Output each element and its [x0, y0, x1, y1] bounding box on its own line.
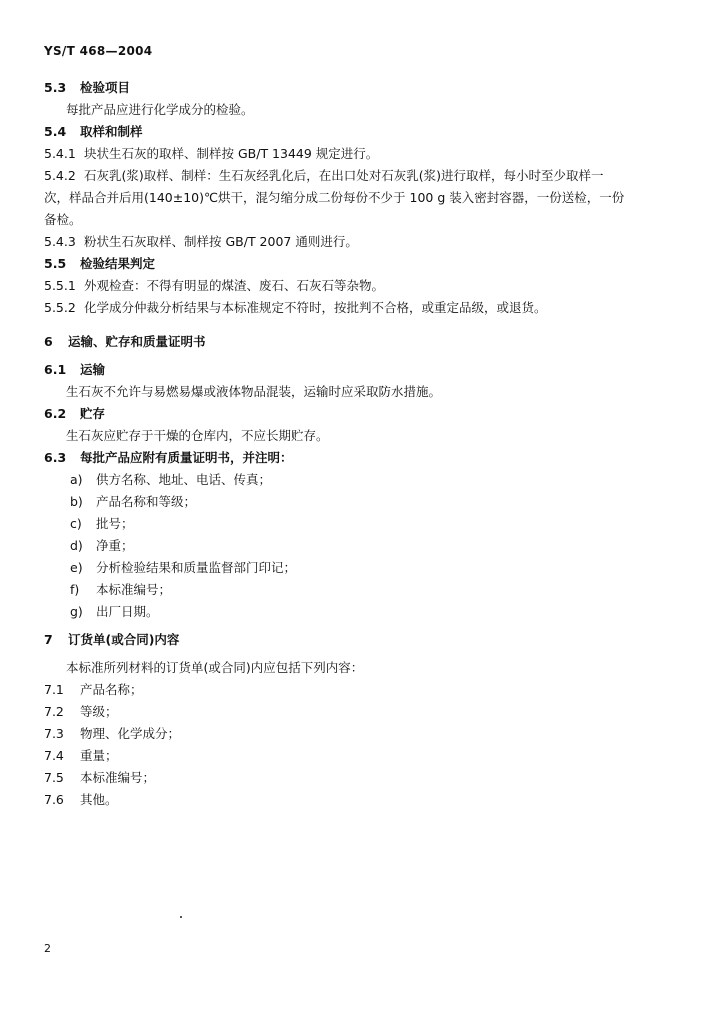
section-title: 检验项目: [80, 80, 131, 95]
list-item: [44, 748, 118, 764]
section-number: 5.4: [44, 124, 67, 139]
page-number: 2: [44, 942, 51, 955]
clause-5-5-1: [44, 278, 384, 294]
clause-5-5-2: [44, 300, 547, 316]
list-text: 本标准编号；: [96, 582, 172, 597]
section-title: 运输: [80, 362, 106, 377]
chapter-title: 订货单(或合同)内容: [68, 632, 180, 647]
list-text: 供方名称、地址、电话、传真；: [96, 472, 272, 487]
section-5-4-heading: [44, 124, 143, 140]
list-text: 净重；: [96, 538, 134, 553]
list-item: [70, 472, 271, 488]
list-item: [70, 604, 159, 620]
chapter-title: 运输、贮存和质量证明书: [68, 334, 206, 349]
list-item: [44, 770, 155, 786]
list-marker: e): [70, 560, 83, 575]
item-number: 7.2: [44, 704, 64, 719]
list-text: 批号；: [96, 516, 134, 531]
item-number: 7.4: [44, 748, 64, 763]
section-5-3-body: 每批产品应进行化学成分的检验。: [66, 102, 254, 117]
clause-text: 外观检查：不得有明显的煤渣、废石、石灰石等杂物。: [84, 278, 385, 293]
section-number: 6.2: [44, 406, 67, 421]
clause-number: 5.5.1: [44, 278, 76, 293]
chapter-6-heading: [44, 334, 206, 350]
clause-5-4-1: [44, 146, 378, 162]
section-number: 5.3: [44, 80, 67, 95]
list-marker: g): [70, 604, 83, 619]
list-item: [44, 726, 180, 742]
list-marker: f): [70, 582, 80, 597]
list-item: [44, 704, 118, 720]
list-item: [44, 682, 143, 698]
item-number: 7.6: [44, 792, 64, 807]
item-number: 7.5: [44, 770, 64, 785]
section-7-body: 本标准所列材料的订货单(或合同)内应包括下列内容：: [66, 660, 364, 675]
section-number: 6.3: [44, 450, 67, 465]
list-marker: d): [70, 538, 83, 553]
section-6-3-heading: [44, 450, 293, 466]
list-marker: b): [70, 494, 83, 509]
section-6-2-body: 生石灰应贮存于干燥的仓库内，不应长期贮存。: [66, 428, 329, 443]
item-text: 本标准编号；: [80, 770, 156, 785]
scan-speck: [180, 916, 182, 918]
chapter-7-heading: [44, 632, 179, 648]
list-marker: c): [70, 516, 82, 531]
clause-5-4-2-line-3: 备检。: [44, 212, 82, 227]
list-item: [70, 538, 134, 554]
item-number: 7.1: [44, 682, 64, 697]
clause-5-4-2-line-2: 次，样品合并后用(140±10)℃烘干，混匀缩分成二份每份不少于 100 g 装入密封容器，一份送检，一份: [44, 190, 625, 205]
chapter-number: 6: [44, 334, 53, 349]
item-text: 其他。: [80, 792, 118, 807]
clause-5-4-3: [44, 234, 358, 250]
clause-number: 5.4.3: [44, 234, 76, 249]
list-text: 出厂日期。: [96, 604, 159, 619]
list-item: [70, 516, 134, 532]
section-title: 贮存: [80, 406, 106, 421]
clause-text: 粉状生石灰取样、制样按 GB/T 2007 通则进行。: [84, 234, 358, 249]
list-text: 分析检验结果和质量监督部门印记；: [96, 560, 297, 575]
section-6-2-heading: [44, 406, 105, 422]
section-6-1-body: 生石灰不允许与易燃易爆或液体物品混装，运输时应采取防水措施。: [66, 384, 442, 399]
clause-text: 化学成分仲裁分析结果与本标准规定不符时，按批判不合格，或重定品级，或退货。: [84, 300, 547, 315]
section-title: 取样和制样: [80, 124, 143, 139]
item-text: 物理、化学成分；: [80, 726, 181, 741]
clause-number: 5.5.2: [44, 300, 76, 315]
section-6-1-heading: [44, 362, 105, 378]
chapter-number: 7: [44, 632, 53, 647]
item-text: 重量；: [80, 748, 118, 763]
list-marker: a): [70, 472, 83, 487]
list-item: [70, 560, 296, 576]
section-number: 5.5: [44, 256, 67, 271]
item-number: 7.3: [44, 726, 64, 741]
list-text: 产品名称和等级；: [96, 494, 197, 509]
section-5-3-heading: [44, 80, 130, 96]
section-5-5-heading: [44, 256, 155, 272]
section-title: 检验结果判定: [80, 256, 156, 271]
item-text: 等级；: [80, 704, 118, 719]
section-number: 6.1: [44, 362, 67, 377]
item-text: 产品名称；: [80, 682, 143, 697]
clause-text-line-1: 石灰乳(浆)取样、制样：生石灰经乳化后，在出口处对石灰乳(浆)进行取样，每小时至少取样一: [84, 168, 604, 183]
clause-text: 块状生石灰的取样、制样按 GB/T 13449 规定进行。: [84, 146, 379, 161]
clause-number: 5.4.2: [44, 168, 76, 183]
section-title: 每批产品应附有质量证明书，并注明：: [80, 450, 293, 465]
clause-number: 5.4.1: [44, 146, 76, 161]
list-item: [70, 582, 171, 598]
list-item: [44, 792, 118, 808]
list-item: [70, 494, 196, 510]
standard-code-header: YS/T 468—2004: [44, 44, 153, 58]
clause-5-4-2: [44, 168, 604, 184]
